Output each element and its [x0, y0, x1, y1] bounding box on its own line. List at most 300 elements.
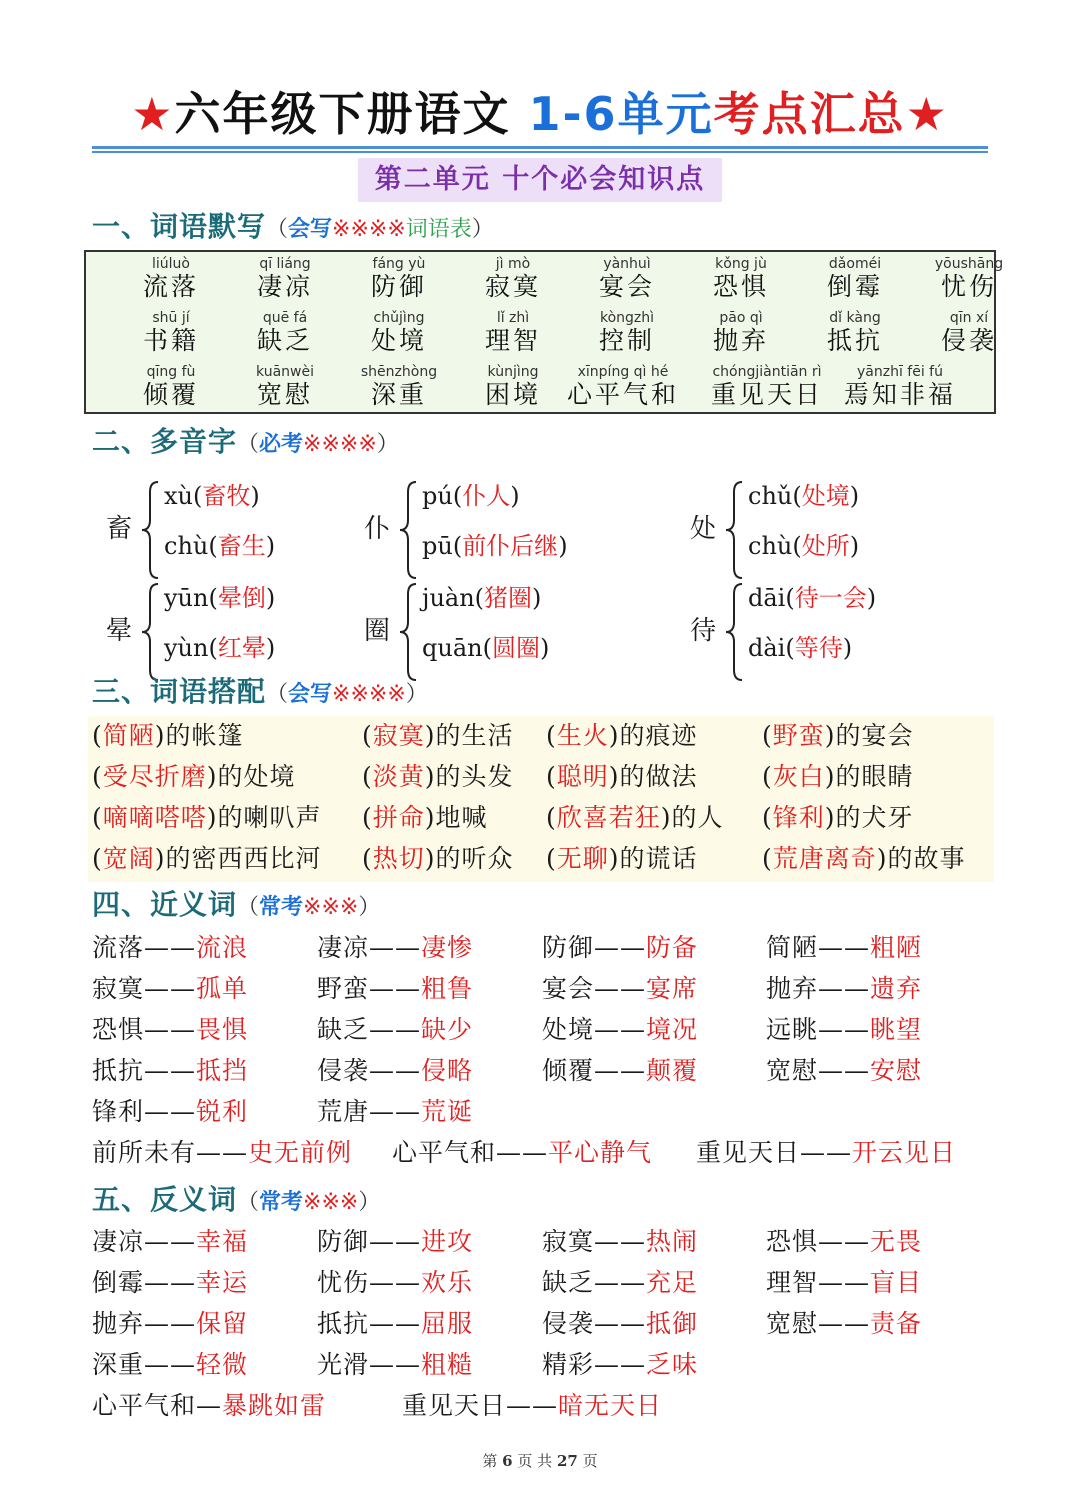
pair-word: 恐惧—— [766, 1227, 871, 1256]
polyphone-reading [748, 528, 859, 564]
vocab-cell [228, 256, 342, 302]
pair-answer: 幸运 [196, 1268, 249, 1297]
synonym-pair [92, 1010, 248, 1050]
pinyin: kuānwèi [256, 364, 314, 380]
vocab-cell [342, 364, 456, 410]
pair-answer: 史无前例 [248, 1138, 353, 1167]
pair-word: 光滑—— [317, 1350, 422, 1379]
collocation-item: (无聊)的谎话 [546, 844, 698, 873]
collocation-answer: 拼命 [372, 803, 425, 832]
pinyin: yānzhī fēi fú [857, 364, 943, 380]
pinyin: qī liáng [259, 256, 311, 272]
reading-word: 处境 [801, 482, 850, 510]
vocab-word: 理智 [484, 326, 541, 355]
vocab-word: 重见天日 [710, 380, 823, 409]
pair-answer: 颠覆 [646, 1056, 699, 1085]
collocation-item: (寂寞)的生活 [362, 721, 514, 750]
polyphone-reading [164, 580, 275, 616]
pair-answer: 流浪 [196, 933, 249, 962]
vocab-cell [798, 256, 912, 302]
pair-answer: 欢乐 [421, 1268, 474, 1297]
pair-answer: 凄惨 [421, 933, 474, 962]
collocation-item: (欣喜若狂)的人 [546, 803, 724, 832]
reading-close: ) [849, 532, 860, 560]
polyphone-reading [748, 478, 859, 514]
vocab-word: 缺乏 [256, 326, 313, 355]
pair-word: 心平气和—— [392, 1138, 549, 1167]
vocab-word: 倒霉 [826, 272, 883, 301]
pinyin: xīnpíng qì hé [577, 364, 669, 380]
pair-answer: 开云见日 [852, 1138, 957, 1167]
reading-word: 仆人 [462, 482, 511, 510]
collocation-list [88, 716, 994, 882]
pair-word: 恐惧—— [92, 1015, 197, 1044]
synonym-pair [392, 1133, 652, 1173]
vocab-cell [912, 310, 1026, 356]
antonym-pair [766, 1263, 922, 1303]
pair-word: 寂寞—— [92, 974, 197, 1003]
pair-answer: 乏味 [646, 1350, 699, 1379]
pair-answer: 遗弃 [870, 974, 923, 1003]
synonym-pair [92, 969, 248, 1009]
synonym-pair [92, 1092, 248, 1132]
antonym-pair [92, 1345, 248, 1385]
brace-icon [722, 478, 744, 582]
brace-icon [396, 478, 418, 582]
reading-close: ) [510, 482, 520, 510]
synonym-pair [766, 928, 922, 968]
vocab-cell [684, 256, 798, 302]
title-divider [92, 146, 988, 149]
collocation-item: (拼命)地喊 [362, 803, 488, 832]
collocation-item: (受尽折磨)的处境 [92, 762, 296, 791]
polyphone-char: 处 [690, 514, 717, 544]
collocation-answer: 欣喜若狂 [556, 803, 661, 832]
pinyin: yōushāng [934, 256, 1004, 272]
polyphone-reading [422, 478, 520, 514]
pair-answer: 轻微 [196, 1350, 249, 1379]
polyphone-char: 圈 [364, 616, 391, 646]
vocab-word: 宽慰 [256, 380, 313, 409]
reading-pinyin: juàn( [422, 584, 485, 612]
pair-word: 重见天日—— [696, 1138, 853, 1167]
title-summary: 考点汇总 [713, 87, 906, 141]
antonym-pair [317, 1222, 473, 1262]
pair-word: 荒唐—— [317, 1097, 422, 1126]
pair-word: 抵抗—— [317, 1309, 422, 1338]
pair-word: 精彩—— [542, 1350, 647, 1379]
pair-answer: 畏惧 [196, 1015, 249, 1044]
pair-word: 流落—— [92, 933, 197, 962]
antonym-pair [92, 1263, 248, 1303]
pinyin: qīng fù [146, 364, 196, 380]
collocation-answer: 荒唐离奇 [772, 844, 877, 873]
pair-answer: 抵挡 [196, 1056, 249, 1085]
section-heading-collocation: 三、词语搭配（会写※※※※） [92, 675, 428, 708]
section-heading-vocab: 一、词语默写（会写※※※※词语表） [92, 210, 494, 243]
vocab-cell [228, 364, 342, 410]
reading-pinyin: dāi( [748, 584, 795, 612]
pinyin: liúluò [152, 256, 190, 272]
collocation-answer: 锋利 [772, 803, 825, 832]
pair-word: 心平气和— [92, 1391, 223, 1420]
pinyin: qīn xí [949, 310, 989, 326]
vocab-word: 深重 [370, 380, 427, 409]
collocation-item: (生火)的痕迹 [546, 721, 698, 750]
section-heading-polyphones: 二、多音字（必考※※※※） [92, 425, 399, 458]
reading-close: ) [842, 634, 853, 662]
reading-word: 圆圈 [491, 634, 540, 662]
reading-pinyin: pū( [422, 532, 463, 560]
pair-answer: 侵略 [421, 1056, 474, 1085]
pair-word: 侵袭—— [317, 1056, 422, 1085]
pair-answer: 缺少 [421, 1015, 474, 1044]
vocab-cell [570, 256, 684, 302]
pair-word: 理智—— [766, 1268, 871, 1297]
polyphone-reading [422, 580, 541, 616]
reading-pinyin: quān( [422, 634, 492, 662]
vocab-word: 侵袭 [940, 326, 997, 355]
star-icon: ★ [905, 87, 949, 141]
polyphone-item [690, 580, 990, 684]
reading-word: 畜牧 [202, 482, 251, 510]
pinyin: chóngjiàntiān rì [712, 364, 822, 380]
vocab-word: 抛弃 [712, 326, 769, 355]
pair-word: 忧伤—— [317, 1268, 422, 1297]
vocab-cell [838, 364, 962, 410]
pinyin: quē fá [262, 310, 308, 326]
brace-icon [722, 580, 744, 684]
brace-icon [138, 580, 160, 684]
antonym-pair [402, 1386, 662, 1426]
polyphone-item [690, 478, 990, 582]
pair-word: 锋利—— [92, 1097, 197, 1126]
brace-icon [138, 478, 160, 582]
polyphone-item [106, 580, 406, 684]
vocab-word: 恐惧 [712, 272, 769, 301]
vocab-word: 忧伤 [940, 272, 997, 301]
polyphone-item [364, 478, 664, 582]
reading-pinyin: pú( [422, 482, 463, 510]
pinyin: shēnzhòng [360, 364, 438, 380]
pair-answer: 抵御 [646, 1309, 699, 1338]
pinyin: pāo qì [719, 310, 763, 326]
pair-answer: 充足 [646, 1268, 699, 1297]
pair-answer: 境况 [646, 1015, 699, 1044]
synonym-pair [317, 928, 473, 968]
vocab-cell [684, 310, 798, 356]
vocab-cell [342, 310, 456, 356]
collocation-item: (灰白)的眼睛 [762, 762, 914, 791]
pair-word: 野蛮—— [317, 974, 422, 1003]
pinyin: kòngzhì [599, 310, 655, 326]
vocab-cell [558, 364, 688, 410]
pair-answer: 宴席 [646, 974, 699, 1003]
polyphone-reading [422, 528, 568, 564]
reading-close: ) [558, 532, 568, 560]
antonym-pair [542, 1304, 698, 1344]
antonym-pair [542, 1345, 698, 1385]
vocab-word: 心平气和 [566, 380, 679, 409]
pair-word: 深重—— [92, 1350, 197, 1379]
collocation-item: (聪明)的做法 [546, 762, 698, 791]
vocab-cell [342, 256, 456, 302]
vocab-word: 书籍 [142, 326, 199, 355]
antonym-pair [317, 1304, 473, 1344]
vocab-word: 流落 [142, 272, 199, 301]
vocab-cell [570, 310, 684, 356]
pair-answer: 暴跳如雷 [222, 1391, 327, 1420]
collocation-answer: 无聊 [556, 844, 609, 873]
collocation-row [88, 716, 994, 756]
pair-answer: 粗糙 [421, 1350, 474, 1379]
pair-word: 倾覆—— [542, 1056, 647, 1085]
polyphone-reading [748, 630, 852, 666]
pinyin: jì mò [495, 256, 531, 272]
antonym-pair [766, 1222, 922, 1262]
pair-answer: 孤单 [196, 974, 249, 1003]
collocation-item: (宽阔)的密西西比河 [92, 844, 322, 873]
title-range: 1-6 [528, 87, 618, 141]
pinyin: chǔjìng [373, 310, 425, 326]
pair-word: 侵袭—— [542, 1309, 647, 1338]
pair-answer: 保留 [196, 1309, 249, 1338]
synonym-pair [317, 1092, 473, 1132]
pair-answer: 进攻 [421, 1227, 474, 1256]
antonym-pair [317, 1345, 473, 1385]
page-number: 6 [502, 1452, 513, 1470]
collocation-answer: 简陋 [102, 721, 155, 750]
vocab-word: 处境 [370, 326, 427, 355]
reading-word: 前仆后继 [462, 532, 559, 560]
pinyin: lǐ zhì [496, 310, 530, 326]
page-title [92, 84, 988, 144]
title-grade: 六年级下册语文 [174, 87, 511, 141]
synonym-pair [766, 969, 922, 1009]
vocab-cell [114, 364, 228, 410]
pair-answer: 幸福 [196, 1227, 249, 1256]
pair-answer: 荒诞 [421, 1097, 474, 1126]
pair-word: 宴会—— [542, 974, 647, 1003]
collocation-answer: 淡黄 [372, 762, 425, 791]
reading-word: 等待 [794, 634, 843, 662]
reading-pinyin: chù( [748, 532, 802, 560]
synonym-pair [317, 969, 473, 1009]
synonym-pair [696, 1133, 956, 1173]
reading-word: 猪圈 [484, 584, 533, 612]
page-footer: 第 6 页 共 27 页 [482, 1452, 598, 1470]
vocab-cell [456, 310, 570, 356]
vocab-cell [114, 310, 228, 356]
pinyin: kǒng jù [715, 256, 767, 272]
reading-word: 待一会 [794, 584, 867, 612]
pair-answer: 平心静气 [548, 1138, 653, 1167]
reading-word: 晕倒 [217, 584, 266, 612]
reading-close: ) [265, 634, 276, 662]
brace-icon [396, 580, 418, 684]
pair-answer: 盲目 [870, 1268, 923, 1297]
pair-word: 防御—— [317, 1227, 422, 1256]
collocation-item: (简陋)的帐篷 [92, 721, 244, 750]
polyphone-char: 待 [690, 616, 717, 646]
collocation-item: (荒唐离奇)的故事 [762, 844, 966, 873]
collocation-item: (淡黄)的头发 [362, 762, 514, 791]
pair-word: 防御—— [542, 933, 647, 962]
pair-word: 宽慰—— [766, 1309, 871, 1338]
vocab-word: 防御 [370, 272, 427, 301]
polyphone-char: 仆 [364, 514, 391, 544]
antonym-pair [542, 1263, 698, 1303]
vocab-word: 焉知非福 [843, 380, 956, 409]
collocation-answer: 灰白 [772, 762, 825, 791]
vocab-word: 凄凉 [256, 272, 313, 301]
pair-word: 前所未有—— [92, 1138, 249, 1167]
pair-answer: 热闹 [646, 1227, 699, 1256]
synonym-pair [92, 1051, 248, 1091]
pair-answer: 暗无天日 [558, 1391, 663, 1420]
pair-answer: 粗陋 [870, 933, 923, 962]
antonym-pair [542, 1222, 698, 1262]
polyphone-item [364, 580, 664, 684]
synonym-pair [542, 1010, 698, 1050]
reading-pinyin: dài( [748, 634, 795, 662]
pair-answer: 眺望 [870, 1015, 923, 1044]
antonym-pair [317, 1263, 473, 1303]
pair-word: 重见天日—— [402, 1391, 559, 1420]
vocab-word: 困境 [484, 380, 541, 409]
reading-word: 畜生 [217, 532, 266, 560]
collocation-item: (野蛮)的宴会 [762, 721, 914, 750]
antonym-pair [92, 1386, 326, 1426]
pair-word: 简陋—— [766, 933, 871, 962]
pair-answer: 无畏 [870, 1227, 923, 1256]
vocab-cell [798, 310, 912, 356]
pair-word: 抛弃—— [766, 974, 871, 1003]
collocation-item: (锋利)的犬牙 [762, 803, 914, 832]
page-total: 27 [556, 1452, 578, 1470]
reading-close: ) [849, 482, 860, 510]
vocab-word: 倾覆 [142, 380, 199, 409]
collocation-answer: 聪明 [556, 762, 609, 791]
vocab-word: 宴会 [598, 272, 655, 301]
pair-word: 缺乏—— [542, 1268, 647, 1297]
pinyin: dǎoméi [828, 256, 882, 272]
reading-pinyin: yùn( [164, 634, 218, 662]
section-heading-synonyms: 四、近义词（常考※※※） [92, 888, 381, 921]
pinyin: kùnjìng [487, 364, 539, 380]
collocation-answer: 嘀嘀嗒嗒 [102, 803, 207, 832]
polyphone-reading [164, 528, 275, 564]
collocation-answer: 野蛮 [772, 721, 825, 750]
pair-answer: 屈服 [421, 1309, 474, 1338]
vocab-table [84, 250, 1004, 414]
synonym-pair [92, 1133, 352, 1173]
synonym-pair [317, 1010, 473, 1050]
polyphone-char: 畜 [106, 514, 133, 544]
vocab-cell [456, 364, 570, 410]
vocab-word: 寂寞 [484, 272, 541, 301]
collocation-answer: 寂寞 [372, 721, 425, 750]
antonym-pair [92, 1304, 248, 1344]
unit-subtitle: 第二单元 十个必会知识点 [358, 158, 722, 202]
pinyin: shū jí [152, 310, 190, 326]
pair-word: 缺乏—— [317, 1015, 422, 1044]
title-divider [92, 151, 988, 153]
reading-pinyin: xù( [164, 482, 203, 510]
collocation-row [88, 798, 994, 838]
vocab-cell [114, 256, 228, 302]
vocab-cell [228, 310, 342, 356]
reading-close: ) [866, 584, 877, 612]
collocation-answer: 热切 [372, 844, 425, 873]
collocation-row [88, 757, 994, 797]
vocab-word: 控制 [598, 326, 655, 355]
synonym-pair [317, 1051, 473, 1091]
synonym-pair [542, 969, 698, 1009]
polyphone-reading [164, 478, 260, 514]
reading-pinyin: chù( [164, 532, 218, 560]
pair-word: 倒霉—— [92, 1268, 197, 1297]
polyphone-item [106, 478, 406, 582]
pair-answer: 粗鲁 [421, 974, 474, 1003]
pair-answer: 防备 [646, 933, 699, 962]
collocation-answer: 生火 [556, 721, 609, 750]
pinyin: yànhuì [603, 256, 651, 272]
pinyin: dǐ kàng [829, 310, 881, 326]
collocation-answer: 宽阔 [102, 844, 155, 873]
pair-word: 抛弃—— [92, 1309, 197, 1338]
polyphone-reading [422, 630, 549, 666]
pair-word: 处境—— [542, 1015, 647, 1044]
vocab-cell [682, 364, 852, 410]
pair-word: 抵抗—— [92, 1056, 197, 1085]
star-icon: ★ [131, 87, 175, 141]
reading-word: 红晕 [217, 634, 266, 662]
collocation-answer: 受尽折磨 [102, 762, 207, 791]
pair-answer: 安慰 [870, 1056, 923, 1085]
polyphone-char: 晕 [106, 616, 133, 646]
pinyin: fáng yù [372, 256, 426, 272]
section-heading-antonyms: 五、反义词（常考※※※） [92, 1183, 381, 1216]
synonym-pair [92, 928, 248, 968]
reading-pinyin: chǔ( [748, 482, 802, 510]
antonym-pair [92, 1222, 248, 1262]
synonym-pair [542, 928, 698, 968]
polyphone-reading [748, 580, 876, 616]
reading-word: 处所 [801, 532, 850, 560]
collocation-item: (热切)的听众 [362, 844, 514, 873]
synonym-pair [542, 1051, 698, 1091]
pair-word: 凄凉—— [92, 1227, 197, 1256]
vocab-cell [912, 256, 1026, 302]
reading-close: ) [265, 584, 276, 612]
reading-pinyin: yūn( [164, 584, 218, 612]
pair-word: 宽慰—— [766, 1056, 871, 1085]
collocation-item: (嘀嘀嗒嗒)的喇叭声 [92, 803, 322, 832]
antonym-pair [766, 1304, 922, 1344]
title-unit: 单元 [617, 87, 714, 141]
synonym-pair [766, 1051, 922, 1091]
pair-word: 寂寞—— [542, 1227, 647, 1256]
reading-close: ) [532, 584, 542, 612]
collocation-row [88, 839, 994, 879]
pair-word: 凄凉—— [317, 933, 422, 962]
vocab-cell [456, 256, 570, 302]
reading-close: ) [250, 482, 260, 510]
reading-close: ) [265, 532, 276, 560]
polyphone-reading [164, 630, 275, 666]
pair-answer: 责备 [870, 1309, 923, 1338]
